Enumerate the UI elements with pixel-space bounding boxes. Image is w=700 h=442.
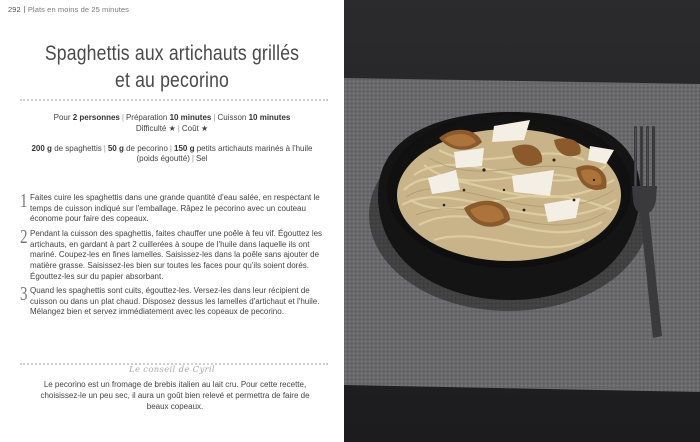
page-number: 292 [8,5,21,14]
step-number: 3 [20,283,28,305]
recipe-title-line-1: Spaghettis aux artichauts grillés [44,41,300,65]
step-number: 1 [20,190,28,212]
difficulty-label: Difficulté [135,124,167,133]
cook-label: Cuisson [217,113,247,122]
section-title: Plats en moins de 25 minutes [27,5,130,14]
step-number: 2 [20,226,28,248]
step-text: Faites cuire les spaghettis dans une grande quantité d'eau salée, en respectant le temps de cuisson indiqué sur l'emballage. Râpez le pecorino avec un couteau économe pour faire des copeaux. [30,193,320,224]
ingredient-name: de pecorino [126,144,168,153]
dotted-divider-top [20,99,328,101]
servings-value: 2 personnes [72,113,120,122]
ingredient-name: petits artichauts marinés à l'huile [196,144,313,153]
photo-illustration [344,0,700,442]
recipe-title [31,40,313,94]
ingredients-line-1: 200 g de spaghettis | 50 g de pecorino | 150 g petits artichauts marinés à l'huile [31,144,313,153]
step-text: Quand les spaghettis sont cuits, égouttez-les. Versez-les dans leur récipient de cuisson ou dans un plat chaud. Disposez dessus les lamelles d'artichaut et l'huile. Mélangez bien et servez immédiatement avec les copeaux de pecorino. [30,286,320,317]
ingredient-name: Sel [195,154,208,163]
servings-label: Pour [53,113,71,122]
recipe-meta-line-2: Difficulté ★ | Coût ★ [135,124,209,133]
recipe-page [0,0,344,442]
cost-star-icon: ★ [200,124,209,133]
tip-text: Le pecorino est un fromage de brebis italien au lait cru. Pour cette recette, choisissez-le un peu sec, il aura un goût bien relevé et permettra de faire de beaux copeaux. [40,380,310,412]
ingredient-qty: 200 g [31,144,52,153]
prep-value: 10 minutes [169,113,212,122]
prep-label: Préparation [125,113,168,122]
running-header [8,5,129,14]
ingredient-qty: 50 g [107,144,124,153]
pasta-bowl-photo [344,0,700,442]
tip-title: Le conseil de Cyril [129,365,215,375]
ingredient-qty: 150 g [174,144,195,153]
header-separator [24,6,25,13]
spaghetti [397,129,621,261]
cook-value: 10 minutes [248,113,291,122]
recipe-meta-line-1: Pour 2 personnes | Préparation 10 minutes | Cuisson 10 minutes [53,113,291,122]
cost-label: Coût [181,124,199,133]
ingredient-name: de spaghettis [54,144,102,153]
recipe-title-line-2: et au pecorino [114,68,230,92]
difficulty-star-icon: ★ [168,124,176,133]
step-text: Pendant la cuisson des spaghettis, faites chauffer une poêle à feu vif. Égouttez les artichauts, en gardant à part 2 cuillerées à soupe de l'huile dans laquelle ils ont mariné. Coupez-les en fines lamelles. Saisissez-les dans la poêle sans ajouter de matière grasse. Saisissez-les bien sur toutes les faces pour qu'ils soient dorés. Égouttez-les sur du papier absorbant. [30,229,323,281]
ingredient-note: (poids égoutté) [136,154,190,163]
ingredients-line-2: (poids égoutté) | Sel [136,154,208,163]
